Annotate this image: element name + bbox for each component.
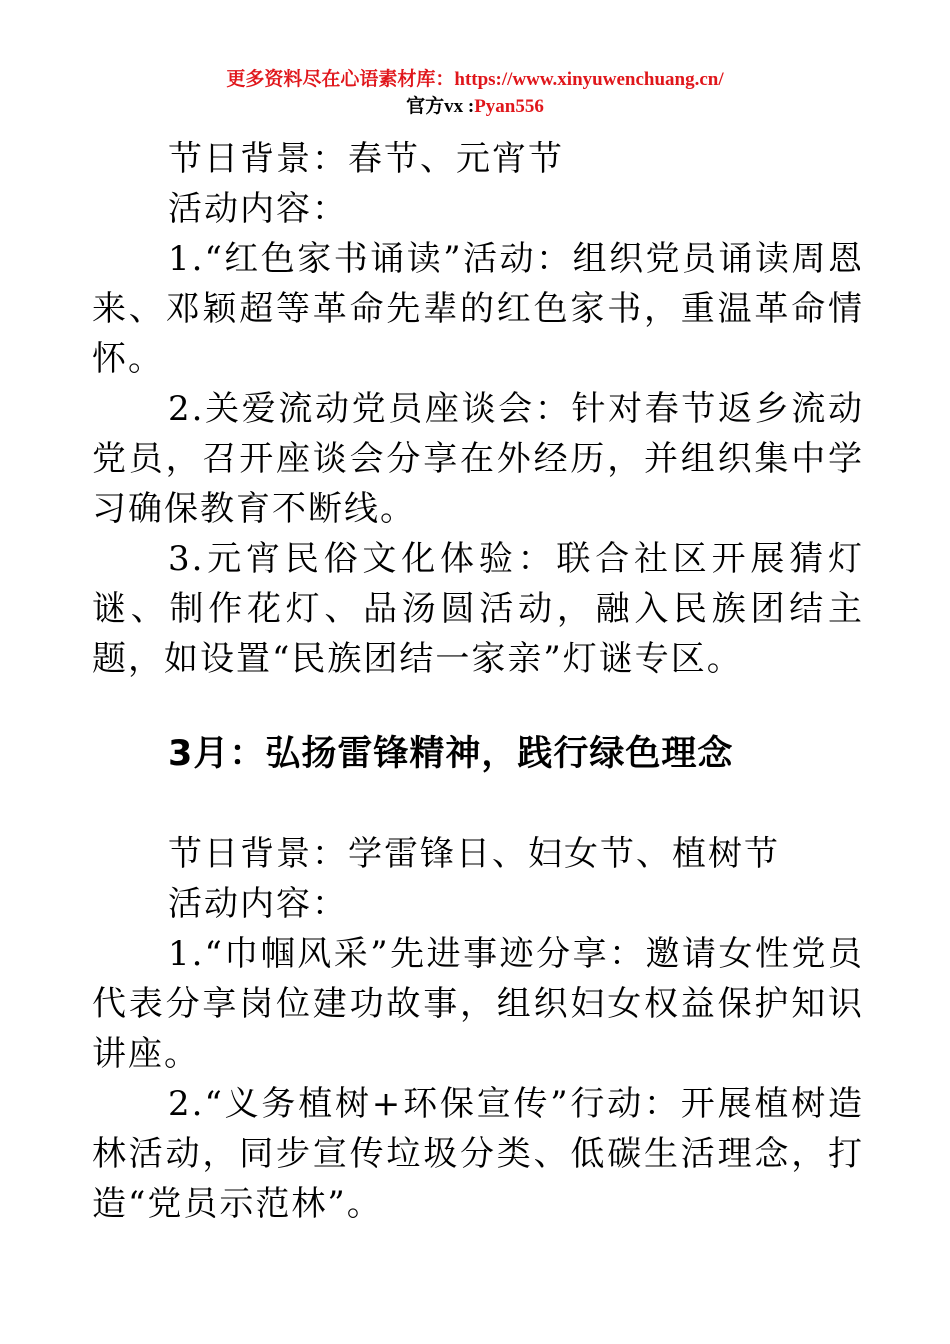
mar-item-2: 2.“义务植树+环保宣传”行动：开展植树造林活动，同步宣传垃圾分类、低碳生活理念，打造“党员示范林”。 bbox=[92, 1084, 864, 1224]
feb-item-1: 1.“红色家书诵读”活动：组织党员诵读周恩来、邓颖超等革命先辈的红色家书，重温革命情怀。 bbox=[92, 239, 864, 379]
page-header bbox=[0, 66, 950, 120]
header-contact bbox=[0, 93, 950, 120]
header-contact-id: Pyan556 bbox=[474, 96, 544, 117]
mar-item-1: 1.“巾帼风采”先进事迹分享：邀请女性党员代表分享岗位建功故事，组织妇女权益保护知识讲座。 bbox=[92, 934, 864, 1074]
feb-item-3: 3.元宵民俗文化体验：联合社区开展猜灯谜、制作花灯、品汤圆活动，融入民族团结主题，如设置“民族团结一家亲”灯谜专区。 bbox=[92, 539, 864, 679]
feb-content-label: 活动内容： bbox=[168, 189, 348, 229]
header-contact-label: 官方vx : bbox=[406, 96, 475, 117]
feb-item-2: 2.关爱流动党员座谈会：针对春节返乡流动党员，召开座谈会分享在外经历，并组织集中学习确保教育不断线。 bbox=[92, 389, 864, 529]
spacer bbox=[92, 779, 864, 829]
feb-background: 节日背景：春节、元宵节 bbox=[168, 139, 564, 179]
header-source-link: 更多资料尽在心语素材库：https://www.xinyuwenchuang.cn/ bbox=[226, 69, 724, 90]
document-body bbox=[92, 134, 864, 1229]
mar-section-heading: 3月：弘扬雷锋精神，践行绿色理念 bbox=[168, 734, 734, 774]
mar-content-label: 活动内容： bbox=[168, 884, 348, 924]
spacer bbox=[92, 684, 864, 729]
mar-background: 节日背景：学雷锋日、妇女节、植树节 bbox=[168, 834, 780, 874]
